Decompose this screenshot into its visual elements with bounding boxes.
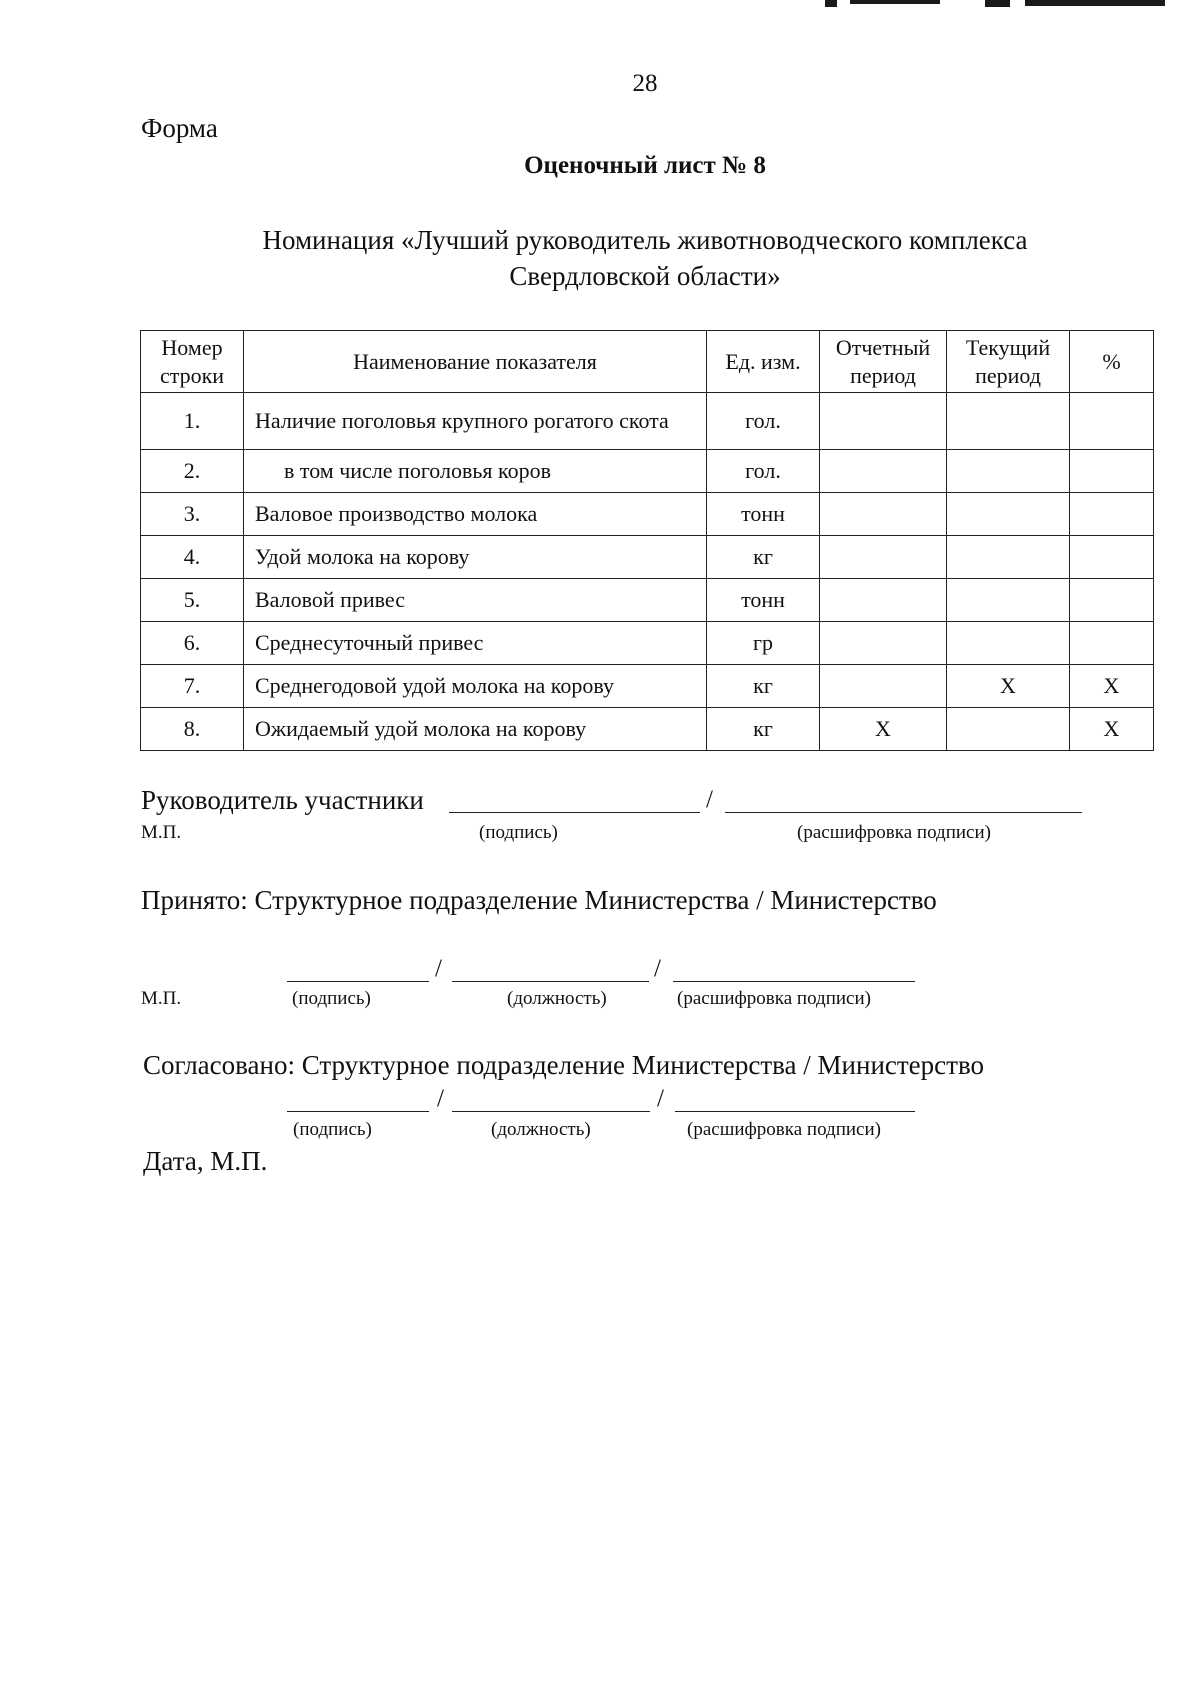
current-value[interactable] <box>947 536 1070 579</box>
signature-caption: (подпись) <box>479 822 558 843</box>
unit: кг <box>707 536 820 579</box>
scan-artifact <box>825 0 837 7</box>
row-number: 3. <box>141 493 244 536</box>
reported-value[interactable] <box>820 450 947 493</box>
signature-decoding-line[interactable] <box>725 812 1082 813</box>
table-row <box>141 579 1154 622</box>
unit: гол. <box>707 393 820 450</box>
indicator-name: Среднегодовой удой молока на корову <box>244 665 707 708</box>
table-row <box>141 450 1154 493</box>
nomination-line-2: Свердловской области» <box>509 261 781 291</box>
form-label: Форма <box>141 113 218 143</box>
separator-slash: / <box>657 1085 664 1112</box>
page-number: 28 <box>632 70 658 97</box>
evaluation-table <box>140 330 1154 751</box>
signature-line[interactable] <box>287 981 429 982</box>
reported-value[interactable]: X <box>820 708 947 751</box>
indicator-name: Валовое производство молока <box>244 493 707 536</box>
reported-value[interactable] <box>820 579 947 622</box>
table-header-row <box>141 331 1154 393</box>
signature-caption: (подпись) <box>293 1119 372 1140</box>
unit: тонн <box>707 579 820 622</box>
row-number: 1. <box>141 393 244 450</box>
unit: гр <box>707 622 820 665</box>
nomination-line-1: Номинация «Лучший руководитель животноводческого комплекса <box>262 225 1028 255</box>
row-number: 2. <box>141 450 244 493</box>
separator-slash: / <box>654 955 661 982</box>
percent-value[interactable] <box>1070 393 1154 450</box>
reported-value[interactable] <box>820 393 947 450</box>
signature-decoding-line[interactable] <box>675 1111 915 1112</box>
position-caption: (должность) <box>507 988 607 1009</box>
indicator-name: Валовой привес <box>244 579 707 622</box>
header-current-period: Текущий период <box>947 331 1070 393</box>
reported-value[interactable] <box>820 622 947 665</box>
table-row <box>141 665 1154 708</box>
decoding-caption: (расшифровка подписи) <box>687 1119 881 1140</box>
separator-slash: / <box>437 1085 444 1112</box>
percent-value[interactable] <box>1070 536 1154 579</box>
table-row <box>141 622 1154 665</box>
decoding-caption: (расшифровка подписи) <box>677 988 871 1009</box>
head-of-participant-label: Руководитель участники <box>141 785 424 815</box>
row-number: 8. <box>141 708 244 751</box>
accepted-label: Принято: Структурное подразделение Министерства / Министерство <box>141 885 937 915</box>
unit: тонн <box>707 493 820 536</box>
current-value[interactable]: X <box>947 665 1070 708</box>
table-row <box>141 393 1154 450</box>
header-percent: % <box>1070 331 1154 393</box>
indicator-name: Наличие поголовья крупного рогатого скота <box>244 393 707 450</box>
scan-artifact <box>850 0 940 4</box>
indicator-name: в том числе поголовья коров <box>244 450 707 493</box>
stamp-label: М.П. <box>141 988 182 1009</box>
percent-value[interactable]: X <box>1070 665 1154 708</box>
percent-value[interactable]: X <box>1070 708 1154 751</box>
percent-value[interactable] <box>1070 579 1154 622</box>
decoding-caption: (расшифровка подписи) <box>797 822 991 843</box>
unit: кг <box>707 665 820 708</box>
percent-value[interactable] <box>1070 493 1154 536</box>
row-number: 5. <box>141 579 244 622</box>
indicator-name: Удой молока на корову <box>244 536 707 579</box>
stamp-label: М.П. <box>141 822 182 843</box>
signature-line[interactable] <box>287 1111 429 1112</box>
current-value[interactable] <box>947 393 1070 450</box>
row-number: 6. <box>141 622 244 665</box>
unit: кг <box>707 708 820 751</box>
table-row <box>141 708 1154 751</box>
row-number: 7. <box>141 665 244 708</box>
reported-value[interactable] <box>820 493 947 536</box>
current-value[interactable] <box>947 493 1070 536</box>
indicator-name: Ожидаемый удой молока на корову <box>244 708 707 751</box>
date-stamp-label: Дата, М.П. <box>143 1146 268 1176</box>
position-line[interactable] <box>452 981 649 982</box>
document-title: Оценочный лист № 8 <box>524 152 766 179</box>
nomination <box>0 222 1200 294</box>
unit: гол. <box>707 450 820 493</box>
row-number: 4. <box>141 536 244 579</box>
table-row <box>141 493 1154 536</box>
header-reported-period: Отчетный период <box>820 331 947 393</box>
indicator-name: Среднесуточный привес <box>244 622 707 665</box>
scan-artifact <box>985 0 1010 7</box>
separator-slash: / <box>706 786 713 813</box>
table-row <box>141 536 1154 579</box>
header-unit: Ед. изм. <box>707 331 820 393</box>
signature-caption: (подпись) <box>292 988 371 1009</box>
scan-artifact <box>1025 0 1165 6</box>
signature-decoding-line[interactable] <box>673 981 915 982</box>
separator-slash: / <box>435 955 442 982</box>
agreed-label: Согласовано: Структурное подразделение Министерства / Министерство <box>143 1050 985 1080</box>
current-value[interactable] <box>947 708 1070 751</box>
percent-value[interactable] <box>1070 450 1154 493</box>
position-caption: (должность) <box>491 1119 591 1140</box>
header-indicator-name: Наименование показателя <box>244 331 707 393</box>
current-value[interactable] <box>947 622 1070 665</box>
reported-value[interactable] <box>820 665 947 708</box>
reported-value[interactable] <box>820 536 947 579</box>
current-value[interactable] <box>947 450 1070 493</box>
signature-line[interactable] <box>449 812 700 813</box>
current-value[interactable] <box>947 579 1070 622</box>
percent-value[interactable] <box>1070 622 1154 665</box>
position-line[interactable] <box>452 1111 650 1112</box>
header-row-number: Номер строки <box>141 331 244 393</box>
